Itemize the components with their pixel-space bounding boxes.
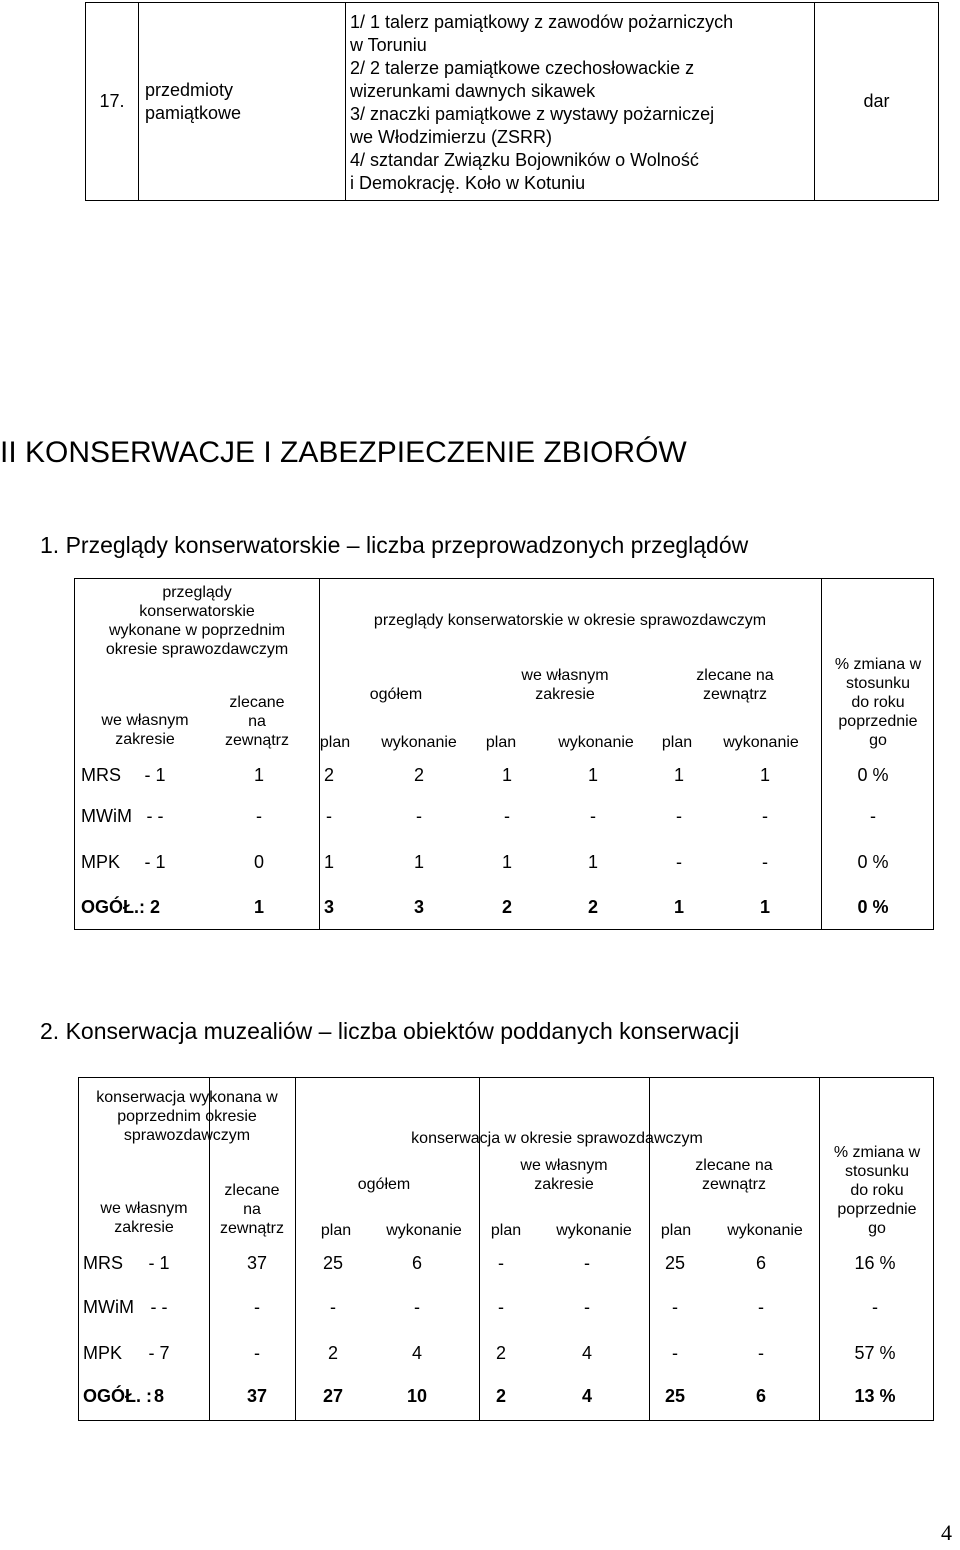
done-label: wykonanie [558,734,634,751]
table-cell: - [256,806,262,826]
row-label: MPK [83,1343,123,1363]
table-cell: 0 % [857,765,889,785]
table-cell: 4 [581,1343,593,1363]
table-cell: 6 [755,1253,767,1273]
table-cell: 1 [587,765,599,785]
table-cell: 25 [322,1253,344,1273]
table-cell: 0 % [857,852,889,872]
table-cell: - [758,1343,764,1363]
table-cell: 6 [755,1386,767,1406]
plan-label: plan [319,734,351,751]
item-description: 1/ 1 talerz pamiątkowy z zawodów pożarniczych w Toruniu 2/ 2 talerze pamiątkowe czechosłowackie z wizerunkami dawnych sikawek 3/ znaczki pamiątkowe z wystawy pożarniczej we Włodzimierzu (ZSRR) 4/ sztandar Związku Bojowników o Wolność i Demokrację. Koło w Kotuniu [346,3,815,201]
plan-label: plan [660,1222,692,1239]
prev-period-header: przeglądy konserwatorskie wykonane w poprzednim okresie sprawozdawczym [105,584,289,658]
table-cell: 1 [759,765,771,785]
table-cell: 8 [153,1386,165,1406]
done-label: wykonanie [723,734,799,751]
table-cell: 1 [413,852,425,872]
table-cell: 16 % [854,1253,896,1273]
table-cell: - [762,806,768,826]
table-cell: 2 [495,1343,507,1363]
page-number: 4 [941,1520,952,1545]
table-cell: 1 [673,765,685,785]
own-scope-subheader: we własnym zakresie [100,1200,188,1236]
table-cell: - - [150,1297,168,1317]
item-category: przedmioty pamiątkowe [139,3,346,201]
own-group-header: we własnym zakresie [521,667,609,703]
inspections-table [74,578,934,930]
table-cell: 1 [587,852,599,872]
acquisition-mode: dar [815,3,939,201]
row-label: OGÓŁ.: [81,897,145,917]
table-cell: 1 [759,897,771,917]
table-cell: 4 [581,1386,593,1406]
table-cell: 2 [495,1386,507,1406]
external-subheader: zlecane na zewnątrz [224,694,290,749]
table-cell: 2 [587,897,599,917]
own-scope-subheader: we własnym zakresie [101,712,189,748]
table-cell: 4 [411,1343,423,1363]
total-group-header: ogółem [369,686,423,703]
done-label: wykonanie [386,1222,462,1239]
table-cell: 2 [149,897,161,917]
row-label: MRS [81,765,121,785]
table-cell: 2 [413,765,425,785]
section-title: II KONSERWACJE I ZABEZPIECZENIE ZBIORÓW [0,436,687,469]
current-period-header: przeglądy konserwatorskie w okresie sprawozdawczym [373,612,767,629]
table1-title: 1. Przeglądy konserwatorskie – liczba przeprowadzonych przeglądów [40,532,749,558]
table-cell: 1 [673,897,685,917]
change-header: % zmiana w stosunku do roku poprzednie go [833,1144,921,1237]
table-cell: - [758,1297,764,1317]
change-header: % zmiana w stosunku do roku poprzednie go [834,656,922,749]
table-cell: - [330,1297,336,1317]
table-cell: 37 [246,1386,268,1406]
own-group-header: we własnym zakresie [520,1157,608,1193]
table-cell: 2 [327,1343,339,1363]
table-cell: - [590,806,596,826]
done-label: wykonanie [727,1222,803,1239]
table-cell: - 1 [144,765,166,785]
table-cell: - - [146,806,164,826]
table-cell: 37 [246,1253,268,1273]
table-cell: - 7 [148,1343,170,1363]
table-cell: - [326,806,332,826]
current-period-header: konserwacja w okresie sprawozdawczym [411,1130,703,1147]
done-label: wykonanie [556,1222,632,1239]
table-cell: - [870,806,876,826]
plan-label: plan [320,1222,352,1239]
external-subheader: zlecane na zewnątrz [219,1182,285,1237]
table-cell: 0 % [857,897,889,917]
table-cell: - [672,1297,678,1317]
row-label: MWiM [83,1297,134,1317]
row-label: MWiM [81,806,132,826]
table-cell: - [584,1253,590,1273]
table-cell: 13 % [854,1386,896,1406]
table-cell: - [254,1297,260,1317]
table-cell: - [416,806,422,826]
table-cell: - [676,806,682,826]
table-cell: 1 [501,765,513,785]
plan-label: plan [490,1222,522,1239]
table-cell: 3 [323,897,335,917]
table-cell: - [498,1297,504,1317]
table-cell: 2 [323,765,335,785]
table-cell: 27 [322,1386,344,1406]
plan-label: plan [661,734,693,751]
table-cell: 0 [253,852,265,872]
table-cell: - [672,1343,678,1363]
table-cell: - 1 [144,852,166,872]
done-label: wykonanie [381,734,457,751]
row-label: MRS [83,1253,123,1273]
external-group-header: zlecane na zewnątrz [696,667,774,703]
table-cell: 57 % [854,1343,896,1363]
table-cell: 1 [253,897,265,917]
total-group-header: ogółem [357,1176,411,1193]
table-cell: - [872,1297,878,1317]
table2-title: 2. Konserwacja muzealiów – liczba obiektów poddanych konserwacji [40,1018,740,1044]
row-label: OGÓŁ. : [83,1386,152,1406]
table-cell: - [584,1297,590,1317]
table-cell: - [414,1297,420,1317]
external-group-header: zlecane na zewnątrz [695,1157,773,1193]
table-cell: - [504,806,510,826]
table-cell: - [676,852,682,872]
conservation-table [78,1077,934,1421]
table-cell: - [498,1253,504,1273]
table-cell: 1 [253,765,265,785]
table-cell: 25 [664,1386,686,1406]
table-cell: - [762,852,768,872]
table-cell: - 1 [148,1253,170,1273]
table-cell: - [254,1343,260,1363]
table-cell: 25 [664,1253,686,1273]
table-cell: 3 [413,897,425,917]
table-cell: 2 [501,897,513,917]
plan-label: plan [485,734,517,751]
row-label: MPK [81,852,121,872]
table-cell: 1 [323,852,335,872]
museum-items-table [85,2,939,201]
table-cell: 6 [411,1253,423,1273]
table-cell: 1 [501,852,513,872]
table-cell: 10 [406,1386,428,1406]
item-number: 17. [86,3,139,201]
prev-period-header: konserwacja wykonana w poprzednim okresie sprawozdawczym [96,1089,278,1144]
